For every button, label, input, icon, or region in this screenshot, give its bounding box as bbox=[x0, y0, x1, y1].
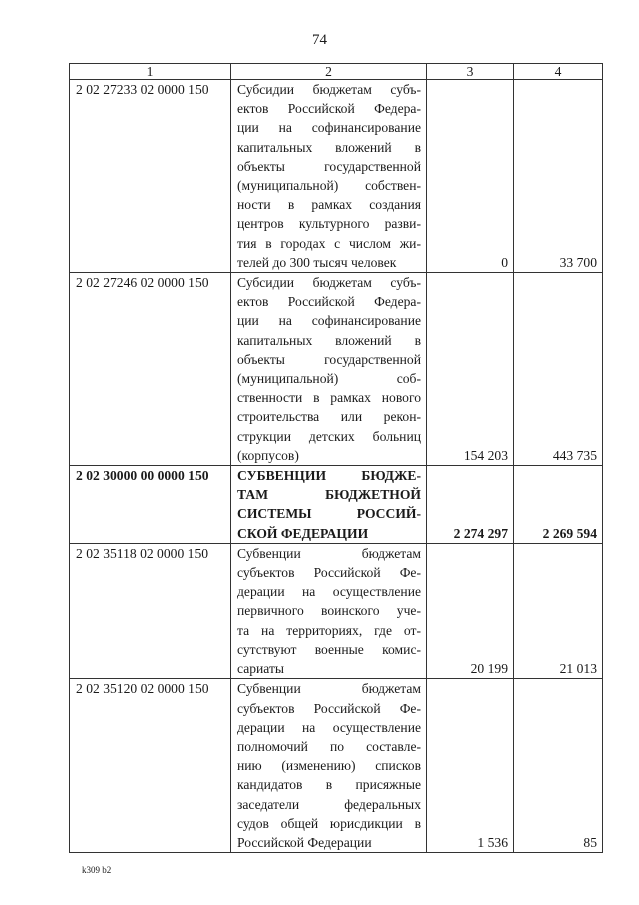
column-header-4: 4 bbox=[514, 64, 603, 80]
revenue-name-line: Российской Федерации bbox=[237, 834, 372, 850]
budget-code-cell: 2 02 27233 02 0000 150 bbox=[70, 80, 231, 273]
revenue-name-line: СУБВЕНЦИИ БЮДЖЕ- bbox=[237, 468, 421, 484]
budget-table bbox=[69, 63, 603, 853]
revenue-name-line: (муниципальной) соб- bbox=[237, 371, 421, 387]
revenue-name-line: первичного воинского уче- bbox=[237, 603, 421, 619]
revenue-name-line: ектов Российской Федера- bbox=[237, 101, 421, 117]
revenue-name-cell bbox=[231, 80, 427, 273]
column-header-1: 1 bbox=[70, 64, 231, 80]
revenue-name-cell bbox=[231, 273, 427, 466]
table-row bbox=[70, 679, 603, 853]
revenue-name-line: тия в городах с числом жи- bbox=[237, 235, 421, 251]
amount-col3-cell: 2 274 297 bbox=[427, 466, 514, 544]
revenue-name-line: субъектов Российской Фе- bbox=[237, 565, 421, 581]
revenue-name-line: струкции детских больниц bbox=[237, 428, 421, 444]
revenue-name-line: Субсидии бюджетам субъ- bbox=[237, 82, 421, 97]
footer-code: k309 b2 bbox=[82, 865, 112, 875]
revenue-name-line: СКОЙ ФЕДЕРАЦИИ bbox=[237, 525, 369, 541]
amount-col3-cell: 20 199 bbox=[427, 543, 514, 678]
budget-code-cell: 2 02 30000 00 0000 150 bbox=[70, 466, 231, 544]
revenue-name-line: СИСТЕМЫ РОССИЙ- bbox=[237, 506, 421, 522]
amount-col3-cell: 1 536 bbox=[427, 679, 514, 853]
amount-col4-cell: 443 735 bbox=[514, 273, 603, 466]
table-row bbox=[70, 273, 603, 466]
revenue-name-line: ции на софинансирование bbox=[237, 313, 421, 329]
revenue-name-line: ственности в рамках нового bbox=[237, 390, 421, 406]
budget-code-cell: 2 02 35120 02 0000 150 bbox=[70, 679, 231, 853]
revenue-name-line: сутствуют военные комис- bbox=[237, 641, 421, 657]
revenue-name-line: ектов Российской Федера- bbox=[237, 294, 421, 310]
table-row bbox=[70, 80, 603, 273]
revenue-name-line: Субсидии бюджетам субъ- bbox=[237, 275, 421, 291]
revenue-name-line: Субвенции бюджетам bbox=[237, 681, 421, 697]
amount-col4-cell: 2 269 594 bbox=[514, 466, 603, 544]
revenue-name-line: кандидатов в присяжные bbox=[237, 777, 421, 793]
revenue-name-line: объекты государственной bbox=[237, 351, 421, 367]
revenue-name-line: капитальных вложений в bbox=[237, 332, 421, 348]
table-row bbox=[70, 466, 603, 544]
revenue-name-cell bbox=[231, 543, 427, 678]
budget-code-cell: 2 02 27246 02 0000 150 bbox=[70, 273, 231, 466]
revenue-name-line: (корпусов) bbox=[237, 447, 299, 463]
amount-col4-cell: 85 bbox=[514, 679, 603, 853]
revenue-name-line: ТАМ БЮДЖЕТНОЙ bbox=[237, 487, 421, 503]
revenue-name-line: ции на софинансирование bbox=[237, 120, 421, 136]
amount-col4-cell: 33 700 bbox=[514, 80, 603, 273]
revenue-name-line: центров культурного разви- bbox=[237, 216, 421, 232]
revenue-name-line: ности в рамках создания bbox=[237, 197, 421, 213]
revenue-name-line: субъектов Российской Фе- bbox=[237, 700, 421, 716]
revenue-name-line: заседатели федеральных bbox=[237, 796, 421, 812]
amount-col3-cell: 0 bbox=[427, 80, 514, 273]
budget-code-cell: 2 02 35118 02 0000 150 bbox=[70, 543, 231, 678]
revenue-name-line: Субвенции бюджетам bbox=[237, 545, 421, 561]
revenue-name-line: дерации на осуществление bbox=[237, 719, 421, 735]
revenue-name-line: сариаты bbox=[237, 661, 285, 677]
revenue-name-line: капитальных вложений в bbox=[237, 139, 421, 155]
revenue-name-line: та на территориях, где от- bbox=[237, 622, 421, 638]
revenue-name-line: (муниципальной) собствен- bbox=[237, 178, 421, 194]
revenue-name-line: нию (изменению) списков bbox=[237, 758, 421, 774]
amount-col3-cell: 154 203 bbox=[427, 273, 514, 466]
column-header-3: 3 bbox=[427, 64, 514, 80]
revenue-name-line: судов общей юрисдикции в bbox=[237, 815, 421, 831]
revenue-name-line: дерации на осуществление bbox=[237, 584, 421, 600]
table-row bbox=[70, 543, 603, 678]
revenue-name-cell bbox=[231, 679, 427, 853]
revenue-name-line: телей до 300 тысяч человек bbox=[237, 254, 397, 270]
page-number: 74 bbox=[312, 32, 327, 48]
revenue-name-line: строительства или рекон- bbox=[237, 409, 421, 425]
revenue-name-line: полномочий по составле- bbox=[237, 738, 421, 754]
column-header-2: 2 bbox=[231, 64, 427, 80]
amount-col4-cell: 21 013 bbox=[514, 543, 603, 678]
revenue-name-line: объекты государственной bbox=[237, 158, 421, 174]
table-header-row bbox=[70, 64, 603, 80]
revenue-name-cell bbox=[231, 466, 427, 544]
